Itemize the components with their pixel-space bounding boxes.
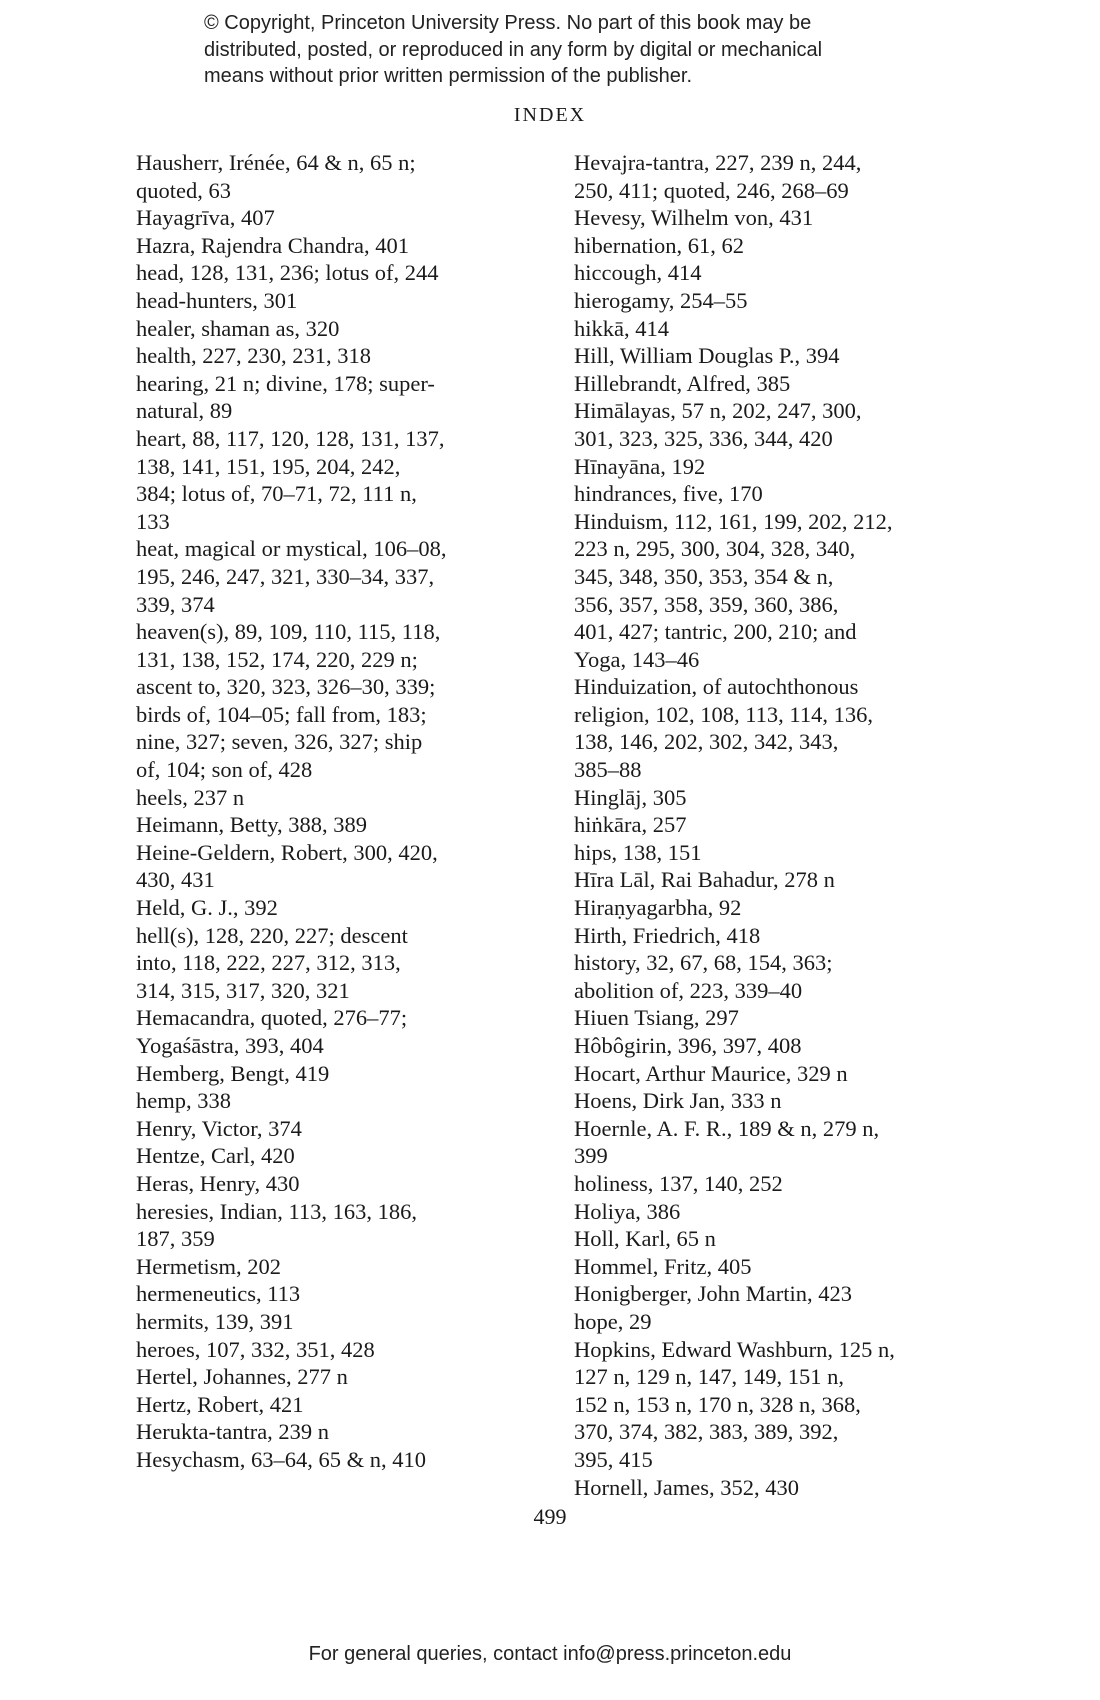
index-column-left: [136, 149, 556, 1474]
index-entry: [574, 1336, 994, 1474]
copyright-line: means without prior written permission of the publisher.: [204, 65, 693, 87]
index-entry: [136, 1087, 556, 1115]
index-entry: [574, 1115, 994, 1170]
index-entry-line: 356, 357, 358, 359, 360, 386,: [574, 591, 839, 617]
index-entry-line: 430, 431: [136, 867, 215, 893]
index-entry-line: Hinglāj, 305: [574, 784, 687, 810]
index-entry: [574, 232, 994, 260]
index-entry: [136, 315, 556, 343]
index-entry: [574, 1032, 994, 1060]
copyright-notice: [204, 10, 924, 90]
index-entry: [136, 1280, 556, 1308]
index-entry-line: 152 n, 153 n, 170 n, 328 n, 368,: [574, 1391, 861, 1417]
copyright-line: distributed, posted, or reproduced in any form by digital or mechanical: [204, 38, 823, 61]
index-entry-line: into, 118, 222, 227, 312, 313,: [136, 950, 401, 976]
index-entry: [136, 1004, 556, 1059]
index-entry-line: 131, 138, 152, 174, 220, 229 n;: [136, 646, 418, 672]
index-entry: [136, 1170, 556, 1198]
index-entry: [574, 315, 994, 343]
index-entry-line: hermeneutics, 113: [136, 1281, 301, 1307]
index-entry-line: 385–88: [574, 757, 642, 783]
index-entry-line: Heine-Geldern, Robert, 300, 420,: [136, 839, 438, 865]
index-entry-line: abolition of, 223, 339–40: [574, 977, 803, 1003]
index-entry-line: Hôbôgirin, 396, 397, 408: [574, 1033, 802, 1058]
index-entry-line: 133: [136, 508, 170, 534]
index-entry-line: Hīnayāna, 192: [574, 453, 706, 479]
index-entry: [136, 342, 556, 370]
index-entry-line: Hiuen Tsiang, 297: [574, 1005, 739, 1031]
index-entry-line: hierogamy, 254–55: [574, 287, 748, 313]
index-entry-line: 138, 141, 151, 195, 204, 242,: [136, 453, 401, 479]
index-entry-line: Hausherr, Irénée, 64 & n, 65 n;: [136, 150, 416, 175]
index-entry-line: Hopkins, Edward Washburn, 125 n,: [574, 1336, 895, 1362]
index-entry-line: history, 32, 67, 68, 154, 363;: [574, 950, 833, 976]
index-entry: [574, 397, 994, 452]
index-column-right: [574, 149, 994, 1501]
index-entry-line: Hoens, Dirk Jan, 333 n: [574, 1088, 782, 1114]
index-entry-line: Hinduism, 112, 161, 199, 202, 212,: [574, 508, 893, 534]
index-entry-line: heaven(s), 89, 109, 110, 115, 118,: [136, 619, 441, 645]
index-entry-line: hindrances, five, 170: [574, 481, 763, 507]
index-entry-line: Hill, William Douglas P., 394: [574, 343, 840, 369]
index-entry-line: Hoernle, A. F. R., 189 & n, 279 n,: [574, 1115, 880, 1141]
index-entry-line: Hentze, Carl, 420: [136, 1143, 295, 1169]
index-entry: [574, 1170, 994, 1198]
index-entry-line: 395, 415: [574, 1446, 653, 1472]
index-entry-line: hope, 29: [574, 1308, 652, 1334]
footer-contact: For general queries, contact info@press.princeton.edu: [308, 1643, 792, 1665]
index-entry: [136, 784, 556, 812]
index-entry-line: Hīra Lāl, Rai Bahadur, 278 n: [574, 867, 835, 893]
index-entry: [574, 949, 994, 1004]
index-entry: [574, 259, 994, 287]
index-entry: [574, 922, 994, 950]
index-entry: [136, 922, 556, 1005]
index-entry-line: 314, 315, 317, 320, 321: [136, 977, 350, 1003]
index-entry: [574, 287, 994, 315]
index-entry: [574, 1198, 994, 1226]
index-entry: [574, 1280, 994, 1308]
index-entry-line: heat, magical or mystical, 106–08,: [136, 536, 447, 562]
index-entry-line: hiṅkāra, 257: [574, 812, 687, 838]
index-entry-line: 195, 246, 247, 321, 330–34, 337,: [136, 563, 435, 589]
index-entry-line: ascent to, 320, 323, 326–30, 339;: [136, 674, 436, 700]
index-entry-line: 384; lotus of, 70–71, 72, 111 n,: [136, 481, 417, 507]
index-entry-line: holiness, 137, 140, 252: [574, 1170, 783, 1196]
page-number: 499: [533, 1504, 567, 1529]
index-entry-line: hell(s), 128, 220, 227; descent: [136, 922, 408, 948]
index-entry-line: Hemberg, Bengt, 419: [136, 1060, 330, 1086]
index-entry-line: Heras, Henry, 430: [136, 1170, 300, 1196]
index-entry: [136, 232, 556, 260]
index-entry-line: Hillebrandt, Alfred, 385: [574, 370, 791, 396]
index-entry-line: Holl, Karl, 65 n: [574, 1226, 716, 1252]
index-entry: [136, 204, 556, 232]
index-entry-line: natural, 89: [136, 398, 233, 424]
index-entry-line: hips, 138, 151: [574, 839, 702, 865]
index-entry: [574, 839, 994, 867]
index-entry: [574, 1474, 994, 1502]
index-entry: [574, 811, 994, 839]
index-entry: [574, 1308, 994, 1336]
index-entry: [574, 673, 994, 783]
index-entry-line: 301, 323, 325, 336, 344, 420: [574, 425, 833, 451]
index-entry-line: of, 104; son of, 428: [136, 757, 313, 783]
index-entry: [574, 370, 994, 398]
index-entry: [574, 1060, 994, 1088]
index-entry: [136, 425, 556, 535]
index-entry-line: hermits, 139, 391: [136, 1308, 294, 1334]
index-entry: [136, 1418, 556, 1446]
index-entry: [574, 204, 994, 232]
index-entry: [136, 1198, 556, 1253]
index-entry-line: 345, 348, 350, 353, 354 & n,: [574, 563, 834, 589]
index-entry-line: nine, 327; seven, 326, 327; ship: [136, 729, 423, 755]
index-entry-line: quoted, 63: [136, 177, 231, 203]
index-entry-line: Hornell, James, 352, 430: [574, 1474, 799, 1500]
index-entry: [574, 894, 994, 922]
index-entry-line: Hazra, Rajendra Chandra, 401: [136, 232, 410, 258]
index-entry-line: Honigberger, John Martin, 423: [574, 1281, 853, 1307]
index-entry-line: Hirth, Friedrich, 418: [574, 922, 761, 948]
index-entry-line: Holiya, 386: [574, 1198, 681, 1224]
index-entry-line: Hesychasm, 63–64, 65 & n, 410: [136, 1446, 426, 1472]
index-entry-line: 127 n, 129 n, 147, 149, 151 n,: [574, 1364, 844, 1390]
index-entry-line: 339, 374: [136, 591, 215, 617]
index-entry-line: Hommel, Fritz, 405: [574, 1253, 752, 1279]
index-entry: [136, 894, 556, 922]
index-entry: [136, 370, 556, 425]
index-entry-line: Herukta-tantra, 239 n: [136, 1419, 330, 1445]
index-entry: [136, 839, 556, 894]
index-entry-line: hemp, 338: [136, 1088, 231, 1114]
index-entry: [136, 1060, 556, 1088]
index-entry-line: Hertz, Robert, 421: [136, 1391, 304, 1417]
index-entry-line: Heimann, Betty, 388, 389: [136, 812, 368, 838]
index-entry-line: health, 227, 230, 231, 318: [136, 343, 371, 369]
index-entry-line: healer, shaman as, 320: [136, 315, 340, 341]
index-entry: [136, 1308, 556, 1336]
index-entry: [574, 453, 994, 481]
index-entry-line: religion, 102, 108, 113, 114, 136,: [574, 701, 873, 727]
index-entry: [136, 1142, 556, 1170]
index-entry-line: 138, 146, 202, 302, 342, 343,: [574, 729, 839, 755]
index-entry: [574, 866, 994, 894]
index-entry-line: Hertel, Johannes, 277 n: [136, 1364, 348, 1390]
index-entry-line: Yoga, 143–46: [574, 646, 700, 672]
index-entry-line: 370, 374, 382, 383, 389, 392,: [574, 1419, 839, 1445]
index-entry: [136, 618, 556, 784]
index-entry: [136, 287, 556, 315]
index-entry-line: 223 n, 295, 300, 304, 328, 340,: [574, 536, 856, 562]
index-entry-line: Hemacandra, quoted, 276–77;: [136, 1005, 408, 1031]
index-entry-line: heresies, Indian, 113, 163, 186,: [136, 1198, 417, 1224]
index-entry: [136, 1391, 556, 1419]
index-entry: [574, 508, 994, 674]
index-entry: [136, 1363, 556, 1391]
index-entry: [574, 342, 994, 370]
index-entry-line: 399: [574, 1143, 608, 1169]
index-entry-line: birds of, 104–05; fall from, 183;: [136, 701, 427, 727]
index-entry: [574, 1253, 994, 1281]
index-entry-line: Hevajra-tantra, 227, 239 n, 244,: [574, 150, 862, 175]
index-entry-line: hikkā, 414: [574, 315, 669, 341]
index-entry-line: heels, 237 n: [136, 784, 245, 810]
index-entry-line: 250, 411; quoted, 246, 268–69: [574, 177, 849, 203]
index-entry-line: hiccough, 414: [574, 260, 702, 286]
index-entry: [136, 1336, 556, 1364]
index-entry: [136, 1253, 556, 1281]
index-entry: [574, 1004, 994, 1032]
index-entry-line: head, 128, 131, 236; lotus of, 244: [136, 260, 439, 286]
index-entry-line: Yogaśāstra, 393, 404: [136, 1033, 324, 1058]
index-entry-line: Hayagrīva, 407: [136, 205, 275, 231]
index-entry-line: Hocart, Arthur Maurice, 329 n: [574, 1060, 848, 1086]
copyright-line: © Copyright, Princeton University Press. No part of this book may be: [204, 12, 812, 34]
index-entry-line: Henry, Victor, 374: [136, 1115, 302, 1141]
index-entry-line: heart, 88, 117, 120, 128, 131, 137,: [136, 425, 445, 451]
index-entry-line: hibernation, 61, 62: [574, 232, 744, 258]
index-entry-line: 187, 359: [136, 1226, 215, 1252]
index-entry: [136, 811, 556, 839]
index-entry-line: hearing, 21 n; divine, 178; super-: [136, 370, 435, 396]
index-entry: [136, 149, 556, 204]
index-entry-line: Hevesy, Wilhelm von, 431: [574, 205, 814, 231]
index-entry-line: Hinduization, of autochthonous: [574, 674, 859, 700]
index-entry: [136, 1446, 556, 1474]
index-entry: [136, 1115, 556, 1143]
index-entry-line: Held, G. J., 392: [136, 895, 278, 921]
index-entry-line: head-hunters, 301: [136, 287, 298, 313]
index-entry: [136, 535, 556, 618]
index-entry: [136, 259, 556, 287]
index-entry: [574, 1225, 994, 1253]
index-entry-line: Hermetism, 202: [136, 1253, 281, 1279]
index-entry-line: Hiraṇyagarbha, 92: [574, 895, 742, 921]
index-entry-line: 401, 427; tantric, 200, 210; and: [574, 619, 857, 645]
index-entry-line: heroes, 107, 332, 351, 428: [136, 1336, 375, 1362]
index-entry: [574, 149, 994, 204]
running-head: INDEX: [513, 104, 587, 126]
index-entry: [574, 480, 994, 508]
index-entry-line: Himālayas, 57 n, 202, 247, 300,: [574, 398, 862, 424]
index-entry: [574, 1087, 994, 1115]
index-entry: [574, 784, 994, 812]
